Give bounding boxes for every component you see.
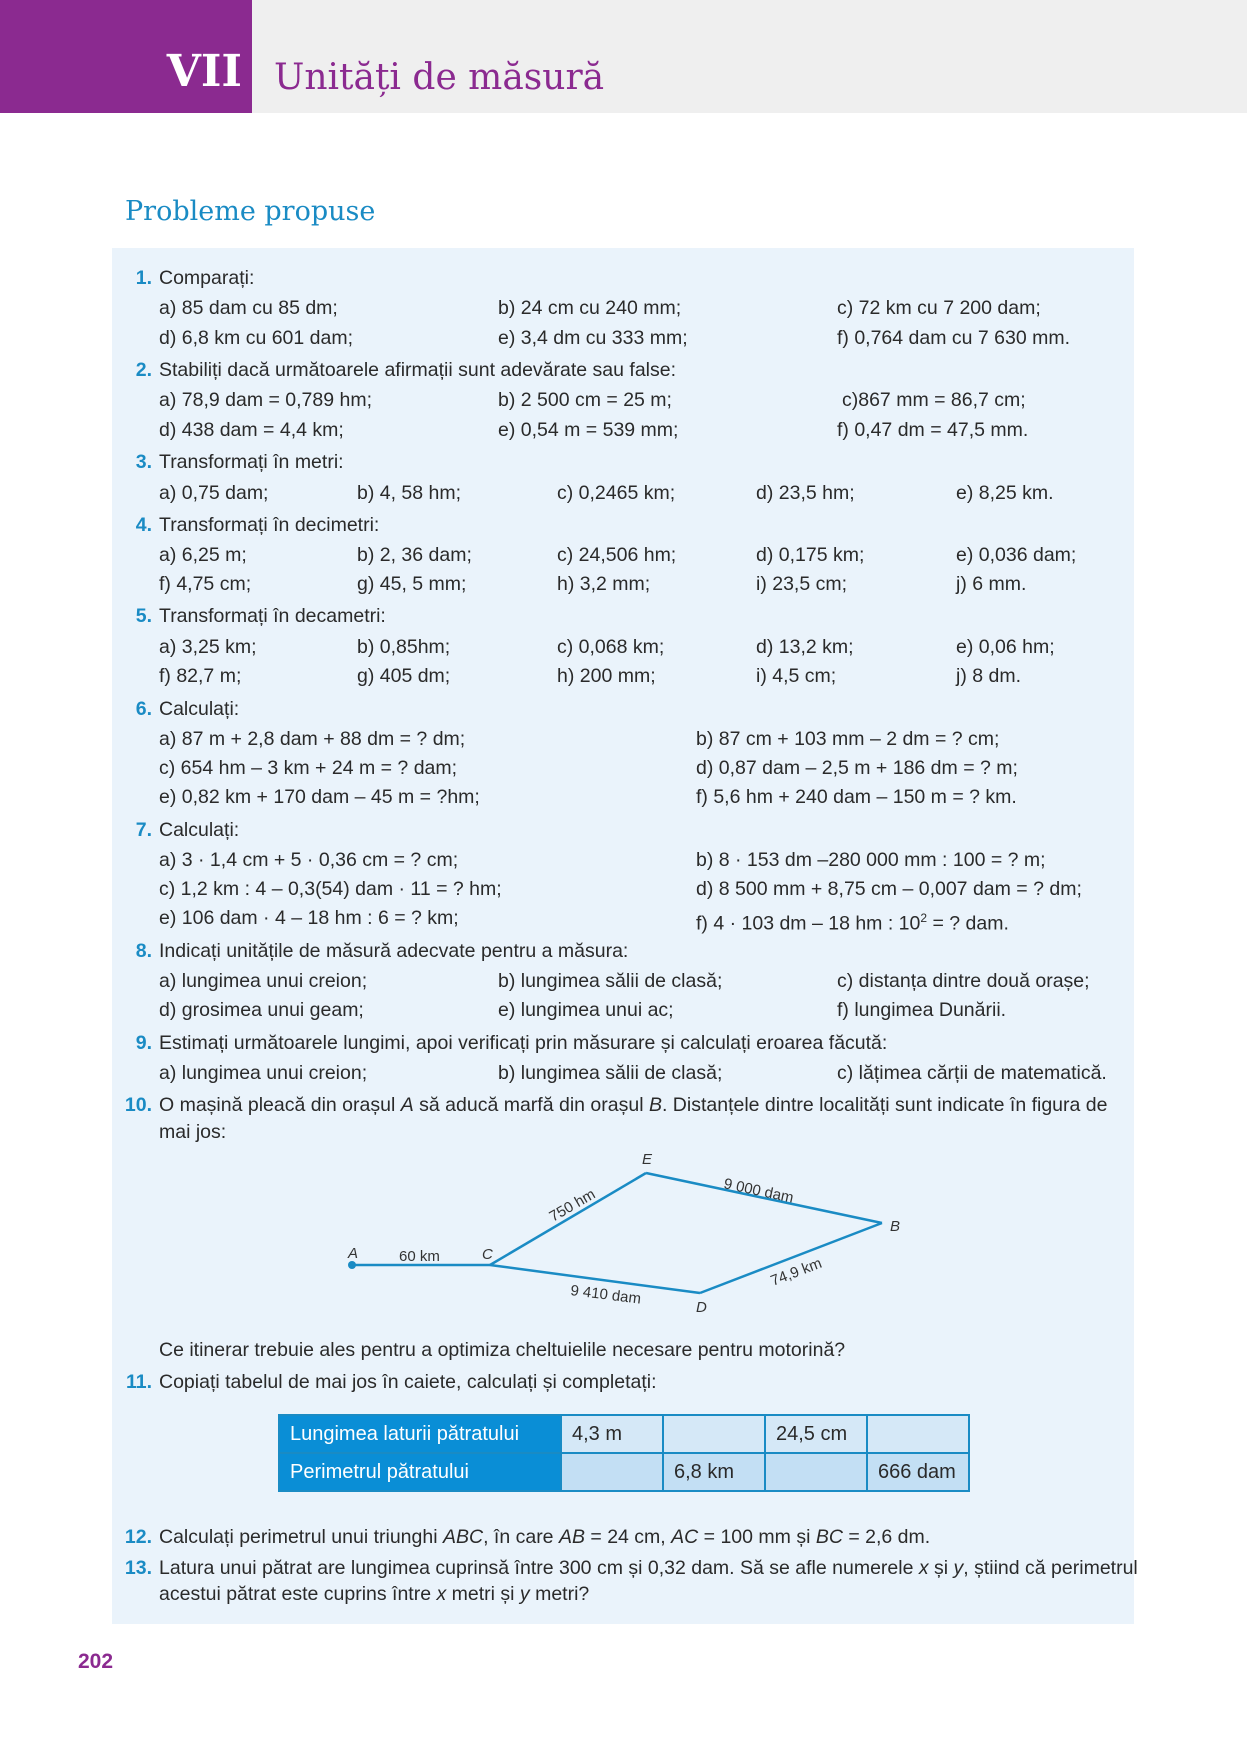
- distance-eb: 9 000 dam: [722, 1175, 796, 1207]
- item: j) 8 dm.: [956, 665, 1022, 687]
- text-run: , în care: [483, 1526, 559, 1548]
- item: d) 0,175 km;: [756, 544, 865, 566]
- point-a-dot: [348, 1261, 356, 1269]
- problem-text: Copiați tabelul de mai jos în caiete, calculați și completați:: [159, 1371, 657, 1393]
- point-e-label: E: [642, 1151, 653, 1168]
- item: d) 13,2 km;: [756, 636, 854, 658]
- problem-number: 4.: [135, 514, 152, 536]
- item: b) lungimea sălii de clasă;: [498, 1062, 723, 1084]
- problem-number: 11.: [125, 1371, 152, 1393]
- city-a: A: [400, 1094, 414, 1116]
- problem-number: 8.: [135, 940, 152, 962]
- item: a) lungimea unui creion;: [159, 1062, 368, 1084]
- point-b-label: B: [890, 1218, 901, 1235]
- table-cell: [561, 1453, 663, 1491]
- item: c) lățimea cărții de matematică.: [837, 1062, 1107, 1084]
- problem-question: Ce itinerar trebuie ales pentru a optimiza cheltuielile necesare pentru motorină?: [159, 1339, 846, 1361]
- item: e) 3,4 dm cu 333 mm;: [498, 327, 688, 349]
- text-run: să aducă marfă din orașul: [413, 1094, 649, 1116]
- item: b) 0,85hm;: [357, 636, 451, 658]
- item-text: f) 4 · 103 dm – 18 hm : 10: [696, 912, 921, 935]
- text-run: = 24 cm,: [584, 1526, 672, 1548]
- item: f) 4,75 cm;: [159, 573, 252, 595]
- problem-text: Indicați unitățile de măsură adecvate pentru a măsura:: [159, 940, 629, 962]
- var-x: x: [436, 1583, 447, 1605]
- distance-ac: 60 km: [399, 1248, 440, 1265]
- item: h) 3,2 mm;: [557, 573, 651, 595]
- problem-text: [159, 1093, 1107, 1117]
- problem-text: Transformați în metri:: [159, 451, 344, 473]
- problem-number: 5.: [135, 605, 152, 627]
- item: f) lungimea Dunării.: [837, 999, 1007, 1021]
- item: e) 0,06 hm;: [956, 636, 1055, 658]
- item: c) 24,506 hm;: [557, 544, 677, 566]
- text-run: metri și: [446, 1583, 520, 1605]
- problem-number: 6.: [135, 698, 152, 720]
- item: a) 85 dam cu 85 dm;: [159, 297, 338, 319]
- item: b) 87 cm + 103 mm – 2 dm = ? cm;: [696, 728, 1000, 750]
- item: g) 405 dm;: [357, 665, 451, 687]
- var-x: x: [918, 1557, 929, 1579]
- var: AB: [558, 1526, 585, 1548]
- problem-text: Comparați:: [159, 267, 255, 289]
- route-figure: [330, 1150, 930, 1330]
- item: c)867 mm = 86,7 cm;: [842, 389, 1026, 411]
- item: c) 0,068 km;: [557, 636, 665, 658]
- row-header: Lungimea laturii pătratului: [279, 1415, 561, 1453]
- row-header: Perimetrul pătratului: [279, 1453, 561, 1491]
- point-d-label: D: [696, 1299, 707, 1316]
- item: f) 5,6 hm + 240 dam – 150 m = ? km.: [696, 786, 1017, 808]
- var: BC: [815, 1526, 843, 1548]
- section-title: Probleme propuse: [125, 196, 376, 227]
- table-cell: 24,5 cm: [765, 1415, 867, 1453]
- chapter-box: [0, 0, 252, 113]
- item: a) 3 · 1,4 cm + 5 · 0,36 cm = ? cm;: [159, 849, 459, 871]
- text-run: Latura unui pătrat are lungimea cuprinsă între 300 cm și 0,32 dam. Să se afle numerele: [159, 1557, 919, 1579]
- city-b: B: [648, 1094, 662, 1116]
- item: d) 0,87 dam – 2,5 m + 186 dm = ? m;: [696, 757, 1018, 779]
- item: c) 654 hm – 3 km + 24 m = ? dam;: [159, 757, 458, 779]
- item: d) 438 dam = 4,4 km;: [159, 419, 344, 441]
- problem-text: [159, 1525, 930, 1549]
- item: i) 23,5 cm;: [756, 573, 848, 595]
- item-text: = ? dam.: [927, 912, 1009, 935]
- text-run: Calculați perimetrul unui triunghi: [159, 1526, 443, 1548]
- distance-db: 74,9 km: [768, 1254, 825, 1290]
- item: f) 82,7 m;: [159, 665, 242, 687]
- var-y: y: [953, 1557, 964, 1579]
- problem-text: Calculați:: [159, 698, 240, 720]
- table-cell: 666 dam: [867, 1453, 969, 1491]
- problem-number: 2.: [135, 359, 152, 381]
- problem-text: Estimați următoarele lungimi, apoi verificați prin măsurare și calculați eroarea făcută:: [159, 1032, 888, 1054]
- item: b) 24 cm cu 240 mm;: [498, 297, 682, 319]
- point-a-label: A: [348, 1245, 359, 1262]
- problem-number: 3.: [135, 451, 152, 473]
- table-cell: 6,8 km: [663, 1453, 765, 1491]
- problem-number: 10.: [124, 1094, 152, 1116]
- item: [696, 906, 1009, 936]
- item: e) 0,54 m = 539 mm;: [498, 419, 679, 441]
- page-number: 202: [78, 1650, 114, 1673]
- item: e) 0,82 km + 170 dam – 45 m = ?hm;: [159, 786, 480, 808]
- exponent: 2: [920, 911, 928, 925]
- segment-ce: [490, 1173, 646, 1265]
- var: ABC: [442, 1526, 484, 1548]
- item: c) 0,2465 km;: [557, 482, 676, 504]
- text-run: = 100 mm și: [698, 1526, 816, 1548]
- item: i) 4,5 cm;: [756, 665, 837, 687]
- problem-number: 12.: [124, 1526, 152, 1548]
- problem-number: 7.: [135, 819, 152, 841]
- table-cell: 4,3 m: [561, 1415, 663, 1453]
- var-y: y: [519, 1583, 530, 1605]
- problem-text: Transformați în decametri:: [159, 605, 386, 627]
- text-run: . Distanțele dintre localități sunt indicate în figura de: [661, 1094, 1108, 1116]
- table-row: [279, 1453, 969, 1491]
- item: a) 3,25 km;: [159, 636, 257, 658]
- item: g) 45, 5 mm;: [357, 573, 467, 595]
- text-run: = 2,6 dm.: [842, 1526, 931, 1548]
- text-run: și: [928, 1557, 954, 1579]
- item: a) 6,25 m;: [159, 544, 247, 566]
- item: d) 8 500 mm + 8,75 cm – 0,007 dam = ? dm;: [696, 878, 1082, 900]
- item: e) lungimea unui ac;: [498, 999, 674, 1021]
- chapter-number: VII: [166, 46, 242, 97]
- item: b) 8 · 153 dm –280 000 mm : 100 = ? m;: [696, 849, 1046, 871]
- text-run: , știind că perimetrul: [963, 1557, 1138, 1579]
- problem-text: mai jos:: [159, 1121, 227, 1143]
- item: b) 4, 58 hm;: [357, 482, 462, 504]
- problem-number: 1.: [135, 267, 152, 289]
- point-c-label: C: [482, 1246, 493, 1263]
- table-cell: [867, 1415, 969, 1453]
- var: AC: [671, 1526, 699, 1548]
- chapter-title: Unități de măsură: [274, 57, 605, 98]
- text-run: O mașină pleacă din orașul: [159, 1094, 401, 1116]
- item: a) 78,9 dam = 0,789 hm;: [159, 389, 373, 411]
- problem-text: Transformați în decimetri:: [159, 514, 380, 536]
- item: e) 8,25 km.: [956, 482, 1054, 504]
- problem-text: [159, 1582, 589, 1606]
- table-row: [279, 1415, 969, 1453]
- item: d) 6,8 km cu 601 dam;: [159, 327, 354, 349]
- item: a) 87 m + 2,8 dam + 88 dm = ? dm;: [159, 728, 466, 750]
- item: c) 72 km cu 7 200 dam;: [837, 297, 1041, 319]
- square-table: [278, 1414, 970, 1492]
- item: d) grosimea unui geam;: [159, 999, 364, 1021]
- item: e) 0,036 dam;: [956, 544, 1077, 566]
- item: f) 0,764 dam cu 7 630 mm.: [837, 327, 1071, 349]
- problem-text: Calculați:: [159, 819, 240, 841]
- table-cell: [765, 1453, 867, 1491]
- item: a) lungimea unui creion;: [159, 970, 368, 992]
- item: d) 23,5 hm;: [756, 482, 855, 504]
- item: j) 6 mm.: [956, 573, 1027, 595]
- item: c) 1,2 km : 4 – 0,3(54) dam · 11 = ? hm;: [159, 878, 502, 900]
- item: b) 2 500 cm = 25 m;: [498, 389, 672, 411]
- item: c) distanța dintre două orașe;: [837, 970, 1090, 992]
- problem-number: 9.: [135, 1032, 152, 1054]
- problem-number: 13.: [124, 1557, 152, 1579]
- text-run: metri?: [529, 1583, 590, 1605]
- item: f) 0,47 dm = 47,5 mm.: [837, 419, 1029, 441]
- item: b) 2, 36 dam;: [357, 544, 472, 566]
- distance-ce: 750 hm: [546, 1185, 599, 1226]
- problem-text: Stabiliți dacă următoarele afirmații sunt adevărate sau false:: [159, 359, 677, 381]
- text-run: acestui pătrat este cuprins între: [159, 1583, 437, 1605]
- table-cell: [663, 1415, 765, 1453]
- distance-cd: 9 410 dam: [569, 1282, 642, 1308]
- problem-text: [159, 1556, 1138, 1580]
- item: a) 0,75 dam;: [159, 482, 269, 504]
- item: b) lungimea sălii de clasă;: [498, 970, 723, 992]
- item: e) 106 dam · 4 – 18 hm : 6 = ? km;: [159, 907, 459, 929]
- item: h) 200 mm;: [557, 665, 656, 687]
